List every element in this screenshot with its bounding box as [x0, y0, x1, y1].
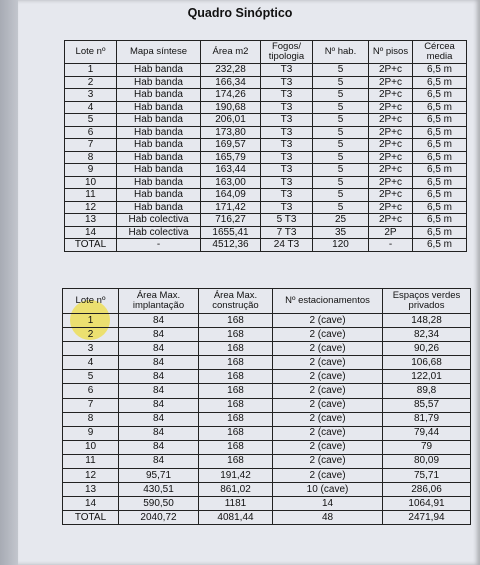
- table-cell: 2 (cave): [273, 469, 383, 483]
- column-header: Nº estacionamentos: [273, 289, 383, 314]
- table-cell: 2 (cave): [273, 314, 383, 328]
- table-cell: 5: [313, 101, 369, 114]
- column-header: Lote nº: [63, 289, 119, 314]
- table-cell: 5: [313, 126, 369, 139]
- table-cell: 232,28: [201, 64, 261, 77]
- table-cell: 2 (cave): [273, 342, 383, 356]
- table-row: [65, 64, 467, 77]
- table-cell: 168: [199, 328, 273, 342]
- table-cell: 3: [65, 89, 117, 102]
- table-cell: 861,02: [199, 483, 273, 497]
- document-title: Quadro Sinóptico: [187, 6, 293, 20]
- table-cell: 75,71: [383, 469, 471, 483]
- table-cell: 3: [63, 342, 119, 356]
- lots-summary-table: [64, 40, 467, 252]
- table-cell: 6,5 m: [413, 189, 467, 202]
- table-cell: 84: [119, 440, 199, 454]
- table-cell: 10: [65, 176, 117, 189]
- table-cell: 11: [65, 189, 117, 202]
- table-cell: 2: [65, 76, 117, 89]
- table-row: [63, 328, 471, 342]
- table-cell: 2 (cave): [273, 426, 383, 440]
- table-cell: 168: [199, 426, 273, 440]
- table-cell: 164,09: [201, 189, 261, 202]
- table-cell: 84: [119, 412, 199, 426]
- table-cell: 716,27: [201, 214, 261, 227]
- table-cell: 84: [119, 398, 199, 412]
- table-cell: 14: [273, 497, 383, 511]
- table-cell: 174,26: [201, 89, 261, 102]
- table-cell: 169,57: [201, 139, 261, 152]
- table-cell: 84: [119, 342, 199, 356]
- table-cell: 168: [199, 370, 273, 384]
- table-cell: 8: [65, 151, 117, 164]
- table-cell: 168: [199, 384, 273, 398]
- table-cell: 2P+c: [369, 76, 413, 89]
- table-cell: 2 (cave): [273, 370, 383, 384]
- table-cell: 2P+c: [369, 64, 413, 77]
- total-cell: 2040,72: [119, 511, 199, 525]
- table-cell: 14: [65, 226, 117, 239]
- table-cell: 168: [199, 342, 273, 356]
- table-cell: 122,01: [383, 370, 471, 384]
- table-row: [63, 412, 471, 426]
- table-cell: 2 (cave): [273, 384, 383, 398]
- table-row: [63, 356, 471, 370]
- table-row: [65, 89, 467, 102]
- table-cell: 1181: [199, 497, 273, 511]
- table-cell: 35: [313, 226, 369, 239]
- table-cell: 171,42: [201, 201, 261, 214]
- table-row: [65, 226, 467, 239]
- table-cell: 166,34: [201, 76, 261, 89]
- table-cell: 1: [65, 64, 117, 77]
- table-cell: 190,68: [201, 101, 261, 114]
- table-cell: 4: [65, 101, 117, 114]
- table-cell: 79,44: [383, 426, 471, 440]
- table-cell: 6,5 m: [413, 201, 467, 214]
- table-cell: 163,00: [201, 176, 261, 189]
- table-cell: 2P+c: [369, 114, 413, 127]
- table-row: [63, 426, 471, 440]
- table-cell: T3: [261, 151, 313, 164]
- table-cell: 10 (cave): [273, 483, 383, 497]
- table-row: [65, 214, 467, 227]
- table-cell: 6,5 m: [413, 151, 467, 164]
- table-cell: 5: [313, 64, 369, 77]
- table-cell: 168: [199, 356, 273, 370]
- table-cell: 8: [63, 412, 119, 426]
- table-row: [63, 454, 471, 468]
- table-cell: T3: [261, 64, 313, 77]
- table-cell: 6,5 m: [413, 64, 467, 77]
- table-cell: T3: [261, 114, 313, 127]
- total-cell: 4512,36: [201, 239, 261, 252]
- table-cell: 89,8: [383, 384, 471, 398]
- table-row: [63, 342, 471, 356]
- table-cell: 5: [313, 201, 369, 214]
- table-row: [65, 151, 467, 164]
- table-row: [63, 398, 471, 412]
- table-cell: Hab banda: [117, 101, 201, 114]
- table-cell: 2 (cave): [273, 328, 383, 342]
- column-header: Nº hab.: [313, 41, 369, 64]
- table-cell: 5: [313, 176, 369, 189]
- table-cell: 2P+c: [369, 164, 413, 177]
- table-cell: 11: [63, 454, 119, 468]
- total-row: [65, 239, 467, 252]
- total-cell: 120: [313, 239, 369, 252]
- table-cell: 6,5 m: [413, 89, 467, 102]
- table-row: [65, 189, 467, 202]
- table-cell: Hab banda: [117, 76, 201, 89]
- table-cell: Hab banda: [117, 151, 201, 164]
- table-cell: Hab banda: [117, 114, 201, 127]
- table-cell: 84: [119, 328, 199, 342]
- table-cell: 168: [199, 440, 273, 454]
- table-cell: 173,80: [201, 126, 261, 139]
- table-cell: 2P+c: [369, 101, 413, 114]
- table-cell: 6: [63, 384, 119, 398]
- table-cell: Hab banda: [117, 176, 201, 189]
- table-cell: 163,44: [201, 164, 261, 177]
- table-cell: 2: [63, 328, 119, 342]
- table-cell: 79: [383, 440, 471, 454]
- total-cell: 6,5 m: [413, 239, 467, 252]
- table-cell: 6,5 m: [413, 164, 467, 177]
- table-cell: 84: [119, 384, 199, 398]
- table-cell: 5: [313, 164, 369, 177]
- table-cell: 6,5 m: [413, 139, 467, 152]
- table-cell: 5: [313, 189, 369, 202]
- table-cell: 5: [63, 370, 119, 384]
- table-cell: 85,57: [383, 398, 471, 412]
- table-cell: 2P+c: [369, 139, 413, 152]
- table-cell: 6: [65, 126, 117, 139]
- table-cell: 6,5 m: [413, 76, 467, 89]
- table-cell: T3: [261, 201, 313, 214]
- table-cell: 9: [65, 164, 117, 177]
- table-cell: 13: [65, 214, 117, 227]
- table-cell: 7 T3: [261, 226, 313, 239]
- table-row: [63, 469, 471, 483]
- table-cell: 168: [199, 398, 273, 412]
- table-cell: 286,06: [383, 483, 471, 497]
- table-cell: Hab banda: [117, 139, 201, 152]
- table-cell: 2 (cave): [273, 356, 383, 370]
- total-cell: TOTAL: [65, 239, 117, 252]
- table-cell: 5: [313, 151, 369, 164]
- table-cell: 106,68: [383, 356, 471, 370]
- table-cell: 5: [313, 114, 369, 127]
- table-row: [63, 497, 471, 511]
- table-cell: 25: [313, 214, 369, 227]
- table-row: [63, 483, 471, 497]
- table-cell: 168: [199, 412, 273, 426]
- total-cell: 4081,44: [199, 511, 273, 525]
- table-cell: 84: [119, 454, 199, 468]
- table-row: [63, 384, 471, 398]
- column-header: Área m2: [201, 41, 261, 64]
- table-cell: 12: [63, 469, 119, 483]
- table-cell: Hab banda: [117, 126, 201, 139]
- table-header-row: [63, 289, 471, 314]
- table-cell: 7: [63, 398, 119, 412]
- table-cell: T3: [261, 89, 313, 102]
- table-cell: Hab banda: [117, 164, 201, 177]
- table-cell: 2 (cave): [273, 440, 383, 454]
- table-cell: 90,26: [383, 342, 471, 356]
- column-header: Nº pisos: [369, 41, 413, 64]
- table-cell: Hab banda: [117, 201, 201, 214]
- table-cell: 2 (cave): [273, 454, 383, 468]
- table-cell: 206,01: [201, 114, 261, 127]
- table-row: [63, 440, 471, 454]
- table-cell: 191,42: [199, 469, 273, 483]
- table-cell: 10: [63, 440, 119, 454]
- table-row: [65, 176, 467, 189]
- table-cell: 12: [65, 201, 117, 214]
- table-cell: Hab banda: [117, 64, 201, 77]
- table-cell: 82,34: [383, 328, 471, 342]
- table-cell: 80,09: [383, 454, 471, 468]
- total-cell: TOTAL: [63, 511, 119, 525]
- table-cell: 590,50: [119, 497, 199, 511]
- table-cell: 2P+c: [369, 176, 413, 189]
- table-header-row: [65, 41, 467, 64]
- table-cell: 6,5 m: [413, 114, 467, 127]
- table-cell: 148,28: [383, 314, 471, 328]
- table-cell: T3: [261, 139, 313, 152]
- table-row: [65, 101, 467, 114]
- table-cell: 5: [65, 114, 117, 127]
- table-cell: 2P: [369, 226, 413, 239]
- table-cell: 84: [119, 356, 199, 370]
- table-cell: T3: [261, 101, 313, 114]
- table-cell: 84: [119, 426, 199, 440]
- table-row: [65, 126, 467, 139]
- table-cell: 5: [313, 76, 369, 89]
- table-cell: 5: [313, 139, 369, 152]
- column-header: Espaços verdes privados: [383, 289, 471, 314]
- table-cell: Hab banda: [117, 189, 201, 202]
- table-cell: 5 T3: [261, 214, 313, 227]
- table-cell: T3: [261, 76, 313, 89]
- table-row: [65, 201, 467, 214]
- table-cell: 14: [63, 497, 119, 511]
- table-cell: 168: [199, 454, 273, 468]
- total-row: [63, 511, 471, 525]
- table-row: [65, 114, 467, 127]
- table-cell: 1: [63, 314, 119, 328]
- total-cell: 48: [273, 511, 383, 525]
- table-cell: 6,5 m: [413, 126, 467, 139]
- table-cell: 6,5 m: [413, 176, 467, 189]
- column-header: Mapa síntese: [117, 41, 201, 64]
- table-cell: 2P+c: [369, 189, 413, 202]
- table-cell: 95,71: [119, 469, 199, 483]
- table-cell: 2 (cave): [273, 398, 383, 412]
- table-cell: 2P+c: [369, 201, 413, 214]
- table-cell: 6,5 m: [413, 101, 467, 114]
- table-cell: 9: [63, 426, 119, 440]
- table-cell: 5: [313, 89, 369, 102]
- table-cell: 430,51: [119, 483, 199, 497]
- table-cell: Hab banda: [117, 89, 201, 102]
- column-header: Lote nº: [65, 41, 117, 64]
- areas-table: [62, 288, 471, 525]
- table-cell: 1064,91: [383, 497, 471, 511]
- total-cell: 24 T3: [261, 239, 313, 252]
- table-cell: T3: [261, 164, 313, 177]
- table-cell: 2P+c: [369, 151, 413, 164]
- table-row: [63, 370, 471, 384]
- column-header: Fogos/ tipologia: [261, 41, 313, 64]
- table-row: [65, 139, 467, 152]
- table-cell: 6,5 m: [413, 214, 467, 227]
- table-cell: Hab colectiva: [117, 214, 201, 227]
- table-cell: 168: [199, 314, 273, 328]
- table-row: [63, 314, 471, 328]
- table-cell: T3: [261, 189, 313, 202]
- table-cell: 84: [119, 370, 199, 384]
- table-cell: T3: [261, 126, 313, 139]
- total-cell: 2471,94: [383, 511, 471, 525]
- table-cell: 1655,41: [201, 226, 261, 239]
- table-cell: T3: [261, 176, 313, 189]
- table-cell: 84: [119, 314, 199, 328]
- table-cell: 2P+c: [369, 89, 413, 102]
- table-cell: 4: [63, 356, 119, 370]
- table-cell: 2P+c: [369, 214, 413, 227]
- table-row: [65, 164, 467, 177]
- total-cell: -: [117, 239, 201, 252]
- column-header: Área Max. implantação: [119, 289, 199, 314]
- table-cell: 81,79: [383, 412, 471, 426]
- table-cell: 6,5 m: [413, 226, 467, 239]
- table-cell: 165,79: [201, 151, 261, 164]
- table-cell: 13: [63, 483, 119, 497]
- table-cell: 2 (cave): [273, 412, 383, 426]
- total-cell: -: [369, 239, 413, 252]
- table-row: [65, 76, 467, 89]
- table-cell: 2P+c: [369, 126, 413, 139]
- column-header: Área Max. construção: [199, 289, 273, 314]
- column-header: Cércea media: [413, 41, 467, 64]
- table-cell: 7: [65, 139, 117, 152]
- table-cell: Hab colectiva: [117, 226, 201, 239]
